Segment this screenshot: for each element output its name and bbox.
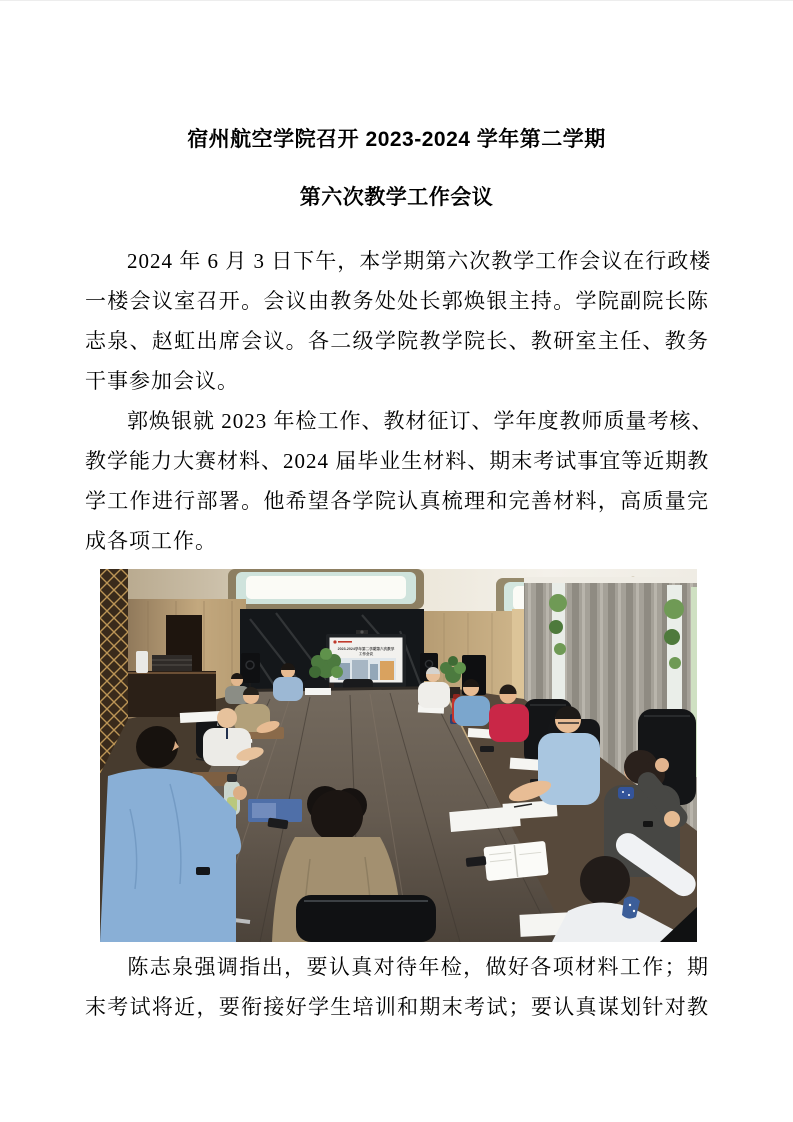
body-line: 郭焕银就 2023 年检工作、教材征订、学年度教师质量考核、 <box>127 409 714 433</box>
water-dispenser <box>136 651 148 673</box>
ceiling-light-cove <box>228 569 424 609</box>
body-line: 一楼会议室召开。会议由教务处处长郭焕银主持。学院副院长陈 <box>85 289 709 313</box>
books-stack <box>152 655 192 671</box>
office-chair-center <box>296 895 436 942</box>
body-line: 学工作进行部署。他希望各学院认真梳理和完善材料，高质量完 <box>85 489 709 513</box>
body-line: 干事参加会议。 <box>85 369 239 393</box>
meeting-photo-illustration <box>100 569 697 942</box>
body-line: 成各项工作。 <box>85 529 217 553</box>
body-paragraphs <box>85 947 709 1027</box>
meeting-photo <box>100 569 697 942</box>
body-line: 陈志泉强调指出，要认真对待年检，做好各项材料工作；期 <box>127 955 709 979</box>
body-line: 教学能力大赛材料、2024 届毕业生材料、期末考试事宜等近期教 <box>85 449 710 473</box>
camera-icon <box>360 630 363 633</box>
slide-campus-image <box>336 658 396 680</box>
body-paragraphs <box>85 241 714 561</box>
doc-title-line-2: 第六次教学工作会议 <box>299 186 494 209</box>
slide-logo-icon <box>333 640 336 643</box>
slide-title-text: 工作会议 <box>358 652 374 656</box>
body-line: 志泉、赵虹出席会议。各二级学院教学院长、教研室主任、教务 <box>85 329 709 353</box>
doc-title-line-1: 宿州航空学院召开 2023-2024 学年第二学期 <box>187 128 606 151</box>
open-notebook <box>483 841 548 881</box>
body-line: 末考试将近，要衔接好学生培训和期末考试；要认真谋划针对教 <box>85 995 709 1019</box>
slide-title-text: 2023-2024学年第二学期第六次教学 <box>337 647 395 651</box>
body-line: 2024 年 6 月 3 日下午，本学期第六次教学工作会议在行政楼 <box>127 249 712 273</box>
